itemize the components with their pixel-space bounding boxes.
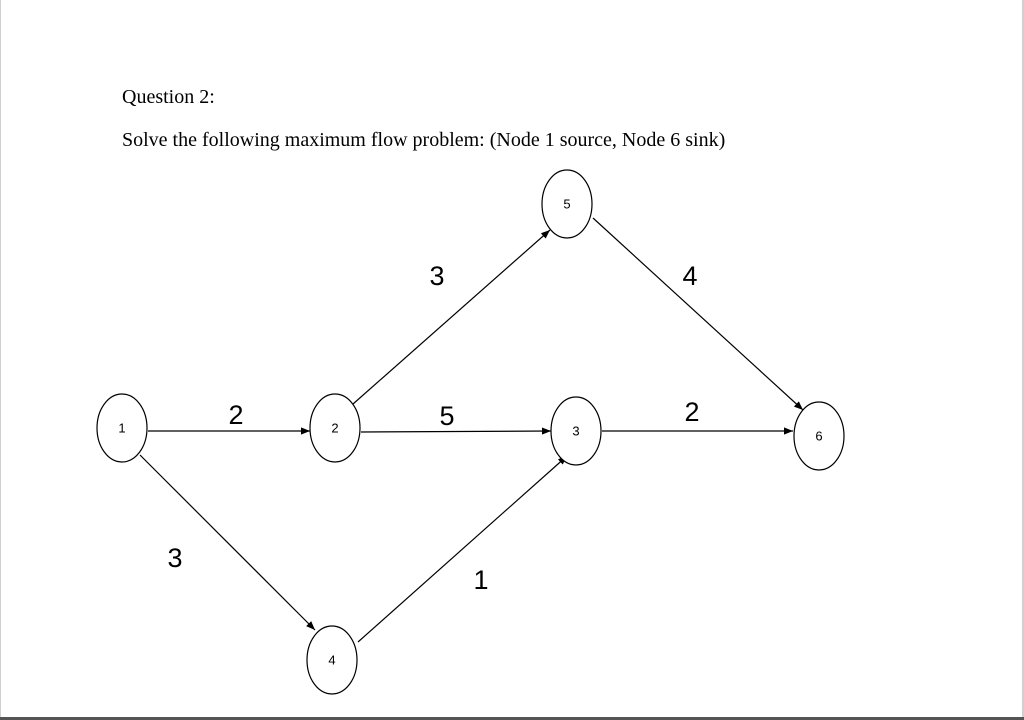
node-label-3: 3 xyxy=(572,423,580,439)
capacity-labels-layer xyxy=(167,261,699,595)
edge-capacity-label-2-5: 3 xyxy=(429,261,445,292)
edge-arrow-4-3 xyxy=(358,456,567,642)
node-4 xyxy=(307,626,357,694)
node-5 xyxy=(542,170,592,238)
node-6 xyxy=(794,402,844,470)
edge-capacity-label-4-3: 1 xyxy=(473,565,489,596)
question-title: Question 2: xyxy=(122,86,215,108)
node-label-6: 6 xyxy=(815,428,823,444)
node-label-4: 4 xyxy=(328,652,336,668)
edge-arrow-2-5 xyxy=(353,230,550,404)
node-1 xyxy=(97,394,147,462)
node-3 xyxy=(551,397,601,465)
edge-arrow-1-4 xyxy=(140,455,315,630)
node-label-2: 2 xyxy=(331,420,339,436)
edge-capacity-label-3-6: 2 xyxy=(684,397,700,428)
node-label-1: 1 xyxy=(118,420,126,436)
edge-arrow-5-6 xyxy=(593,218,803,410)
question-text: Solve the following maximum flow problem: (Node 1 source, Node 6 sink) xyxy=(122,129,726,151)
edge-capacity-label-1-4: 3 xyxy=(167,543,183,574)
node-label-5: 5 xyxy=(563,196,571,212)
edge-capacity-label-2-3: 5 xyxy=(439,401,455,432)
node-2 xyxy=(310,394,360,462)
edge-capacity-label-5-6: 4 xyxy=(682,261,698,292)
edge-arrow-2-3 xyxy=(361,431,551,432)
edge-capacity-label-1-2: 2 xyxy=(228,400,244,431)
